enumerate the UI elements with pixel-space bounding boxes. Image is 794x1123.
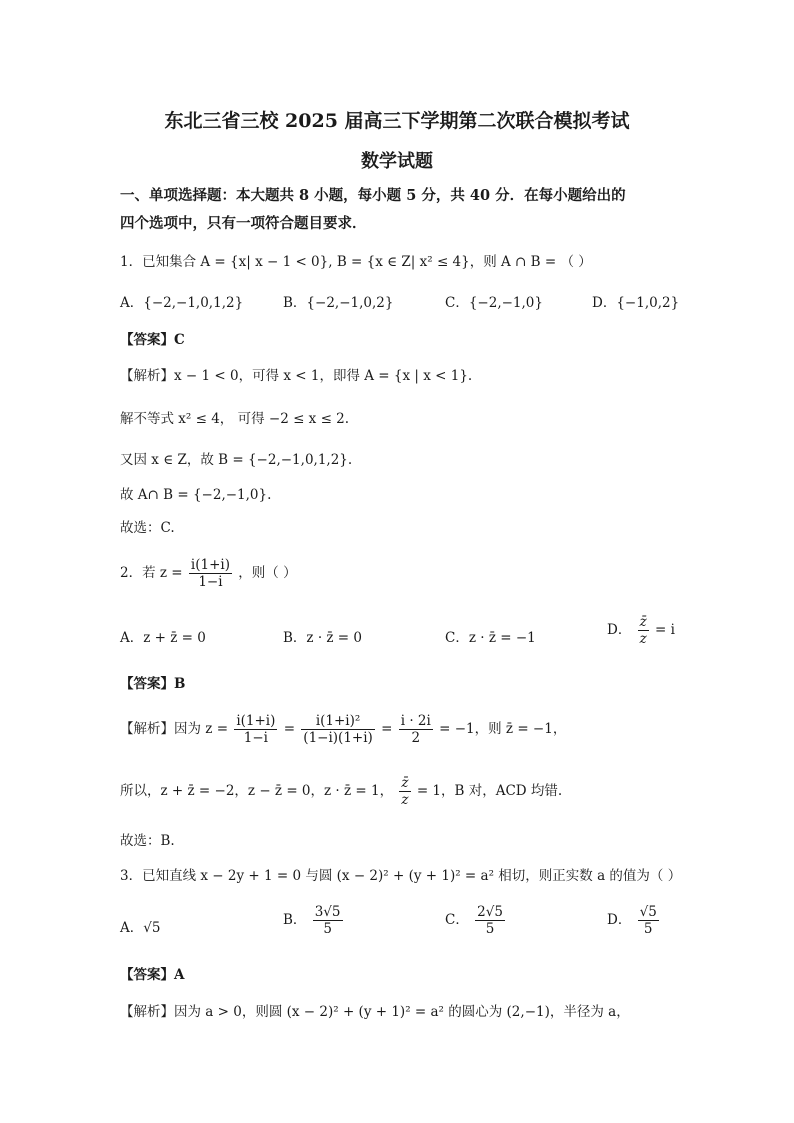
q2-option-d-denominator: z [639,631,647,647]
q3-option-b-denominator: 5 [323,921,332,937]
q2-analysis-2-fraction-num: z̄ [401,775,409,791]
q2-analysis-equals-2: = [381,721,393,737]
q3-option-c-denominator: 5 [485,921,495,937]
q2-analysis-fraction-3 [399,713,433,746]
q1-analysis-1: 【解析】x − 1 < 0，可得 x < 1，即得 A = {x | x < 1}. [120,368,473,384]
q1-stem: 1．已知集合 A = {x| x − 1 < 0}, B = {x ∈ Z| x² ≤ 4}，则 A ∩ B = （ ） [120,254,592,270]
q3-option-d-label: D． [607,912,632,928]
q2-option-a: A．z + z̄ = 0 [120,630,206,646]
q2-analysis-fraction-1-den: 1−i [243,730,268,746]
q2-option-b: B．z · z̄ = 0 [283,630,363,646]
q3-option-d-numerator: √5 [639,904,657,920]
q3-option-a: A．√5 [120,920,161,936]
q1-answer: 【答案】C [120,332,185,348]
q3-stem: 3．已知直线 x − 2y + 1 = 0 与圆 (x − 2)² + (y + 1)² = a² 相切，则正实数 a 的值为（ ） [120,868,682,884]
q1-analysis-2: 解不等式 x² ≤ 4， 可得 −2 ≤ x ≤ 2. [120,411,350,427]
q3-option-d [607,904,661,937]
q1-option-c: C．{−2,−1,0} [445,295,543,311]
q2-analysis-fraction-1 [234,713,277,746]
q2-stem-fraction [189,557,232,590]
q3-option-d-denominator: 5 [643,921,653,937]
q2-option-d-numerator: z̄ [639,614,647,630]
q3-option-b-fraction [313,904,343,937]
q2-analysis-equals-1: = [283,721,295,737]
q3-option-d-fraction [638,904,659,937]
q3-option-c-label: C． [445,912,469,928]
q2-analysis-fraction-1-num: i(1+i) [236,713,276,729]
section-heading-line2: 四个选项中，只有一项符合题目要求． [120,215,367,232]
q2-stem [120,557,297,590]
q2-option-d [607,614,675,647]
q2-analysis-fraction-3-num: i · 2i [400,713,431,729]
q3-option-b-label: B． [283,912,307,928]
q1-conclusion: 故选：C. [120,520,175,536]
q1-analysis-3: 又因 x ∈ Z，故 B = {−2,−1,0,1,2}. [120,452,353,468]
q2-analysis-2-suffix: = 1，B 对，ACD 均错. [416,783,563,799]
q1-option-d: D．{−1,0,2} [592,295,680,311]
q1-option-a: A．{−2,−1,0,1,2} [120,295,244,311]
q2-analysis-prefix: 【解析】因为 z = [120,721,229,737]
q3-option-b [283,904,345,937]
q1-option-b: B．{−2,−1,0,2} [283,295,394,311]
q2-analysis-1 [120,713,566,746]
q2-analysis-fraction-2-den: (1−i)(1+i) [303,730,373,746]
q2-analysis-fraction-2 [301,713,375,746]
q3-answer: 【答案】A [120,967,185,983]
q2-stem-suffix: ，则（ ） [238,565,297,581]
q2-option-c: C．z · z̄ = −1 [445,630,536,646]
q2-stem-denominator: 1−i [198,574,223,590]
q2-conclusion: 故选：B. [120,833,175,849]
q3-option-b-numerator: 3√5 [314,904,341,920]
q3-option-c-fraction [475,904,505,937]
q2-stem-prefix: 2．若 z = [120,565,183,581]
q2-stem-numerator: i(1+i) [190,557,230,573]
q2-analysis-2 [120,775,562,808]
q2-option-d-rhs: = i [655,622,675,638]
q2-analysis-2-fraction [399,775,410,808]
page-title: 东北三省三校 2025 届高三下学期第二次联合模拟考试 [164,110,630,132]
section-heading-line1: 一、单项选择题：本大题共 8 小题，每小题 5 分，共 40 分．在每小题给出的 [120,187,626,204]
q2-analysis-2-fraction-den: z [401,792,409,808]
q3-option-c-numerator: 2√5 [477,904,503,920]
q2-analysis-2-prefix: 所以，z + z̄ = −2，z − z̄ = 0，z · z̄ = 1， [120,783,394,799]
q2-answer: 【答案】B [120,676,186,692]
q2-option-d-fraction [638,614,649,647]
q2-analysis-suffix: = −1，则 z̄ = −1， [439,721,567,737]
q1-analysis-4: 故 A∩ B = {−2,−1,0}. [120,487,272,503]
q2-analysis-fraction-3-den: 2 [411,730,421,746]
q3-option-c [445,904,507,937]
q2-analysis-fraction-2-num: i(1+i)² [301,713,375,730]
q2-option-d-label: D． [607,622,632,638]
q3-analysis: 【解析】因为 a > 0，则圆 (x − 2)² + (y + 1)² = a² 的圆心为 (2,−1)，半径为 a， [120,1004,630,1020]
page-subtitle: 数学试题 [361,151,433,172]
